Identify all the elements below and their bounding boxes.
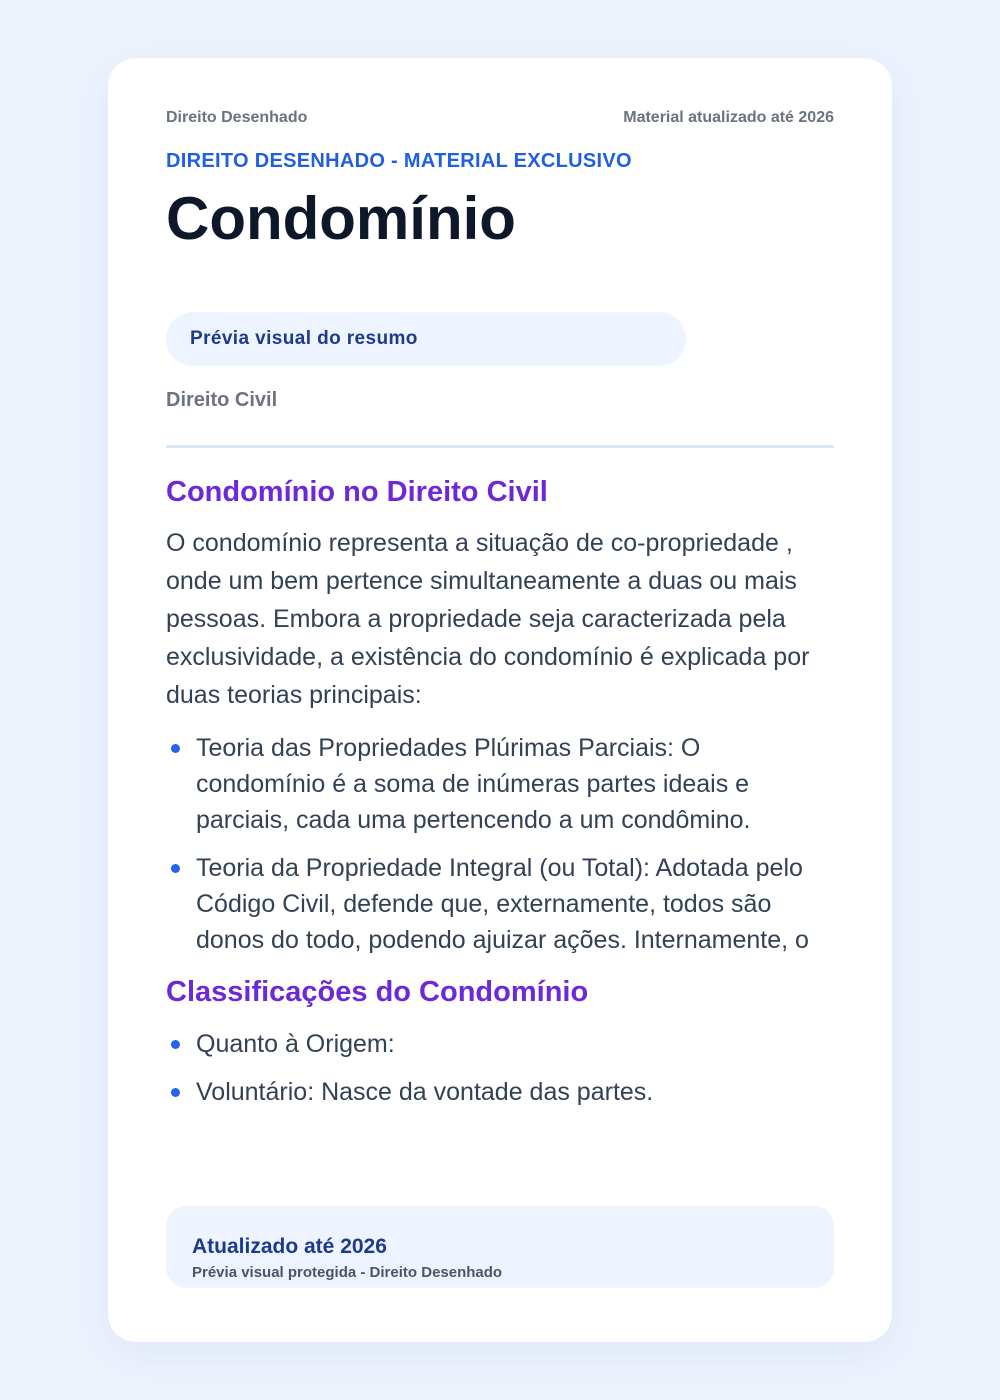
section-heading: Condomínio no Direito Civil [166,476,548,508]
list-item-text: Teoria da Propriedade Integral (ou Total): Adotada pelo Código Civil, defende que, externamente, todos são donos do todo, podendo ajuizar ações. Internamente, o [196,853,809,954]
section-classificacoes [166,974,834,1122]
footer-box [166,1206,834,1288]
page-title: Condomínio [166,185,516,252]
theory-list [166,730,834,958]
preview-pill [166,312,686,366]
document-card [108,58,892,1342]
bullet-icon [171,1040,180,1049]
preview-pill-label: Prévia visual do resumo [190,328,418,349]
eyebrow-label: DIREITO DESENHADO - MATERIAL EXCLUSIVO [166,150,632,172]
list-item-text: Teoria das Propriedades Plúrimas Parciais: O condomínio é a soma de inúmeras partes ideais e parciais, cada uma pertencendo a um condômino. [196,733,751,834]
section-condominio [166,474,834,960]
card-content [166,58,834,1342]
section-paragraph: O condomínio representa a situação de co-propriedade , onde um bem pertence simultaneamente a duas ou mais pessoas. Embora a propriedade seja caracterizada pela exclusividade, a existência do condomínio é explicada por duas teorias principais: [166,528,810,709]
updated-label: Material atualizado até 2026 [623,109,834,126]
list-item [166,1074,834,1110]
section-heading: Classificações do Condomínio [166,976,589,1008]
list-item-text: Quanto à Origem: [196,1029,395,1058]
list-item [166,850,834,958]
brand-label: Direito Desenhado [166,109,308,126]
bullet-icon [171,1088,180,1097]
footer-subtitle: Prévia visual protegida - Direito Desenhado [192,1264,503,1282]
divider [166,445,834,448]
bullet-icon [171,744,180,753]
list-item-text: Voluntário: Nasce da vontade das partes. [196,1077,654,1106]
list-item [166,730,834,838]
footer-title: Atualizado até 2026 [192,1235,387,1258]
classification-list [166,1026,834,1110]
list-item [166,1026,834,1062]
top-bar [166,109,834,127]
subject-label: Direito Civil [166,389,278,411]
bullet-icon [171,864,180,873]
